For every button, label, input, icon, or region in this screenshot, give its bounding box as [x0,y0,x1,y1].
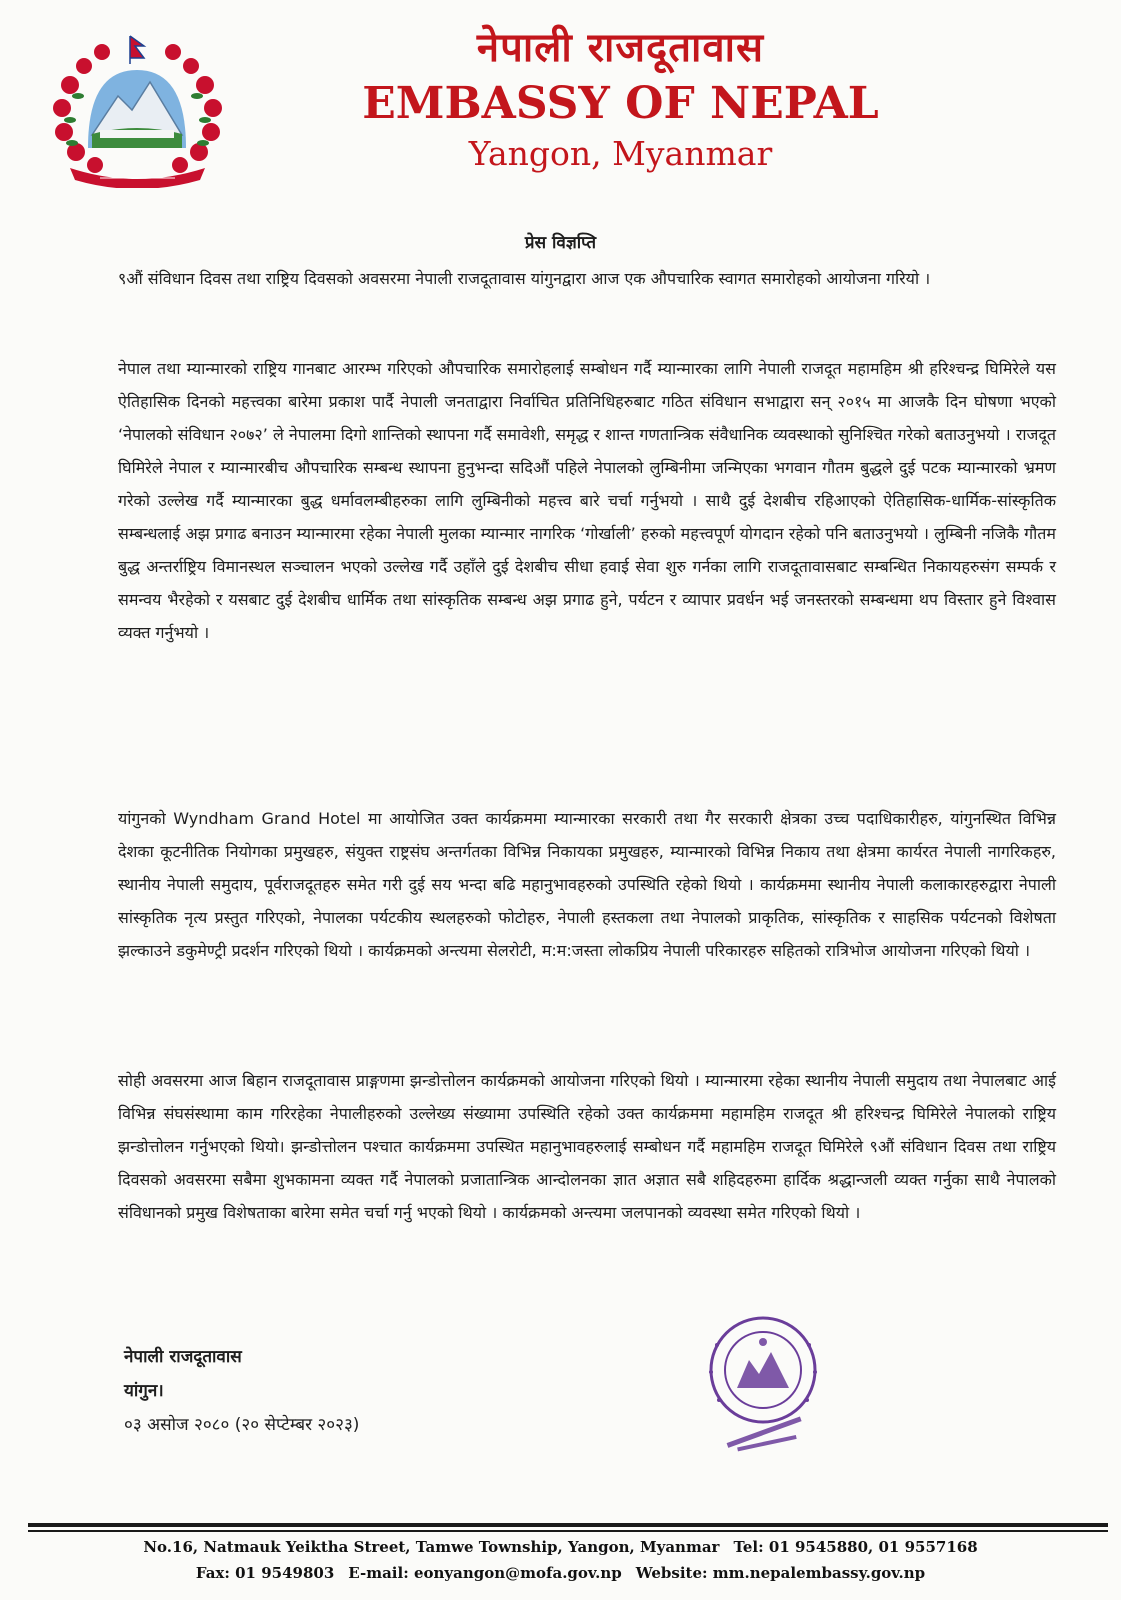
footer-fax: Fax: 01 9549803 [195,1564,335,1582]
footer-email[interactable]: E-mail: eonyangon@mofa.gov.np [348,1564,622,1582]
paragraph-reception: यांगुनको Wyndham Grand Hotel मा आयोजित उक्त कार्यक्रममा म्यान्मारका सरकारी तथा गैर सरकारी क्षेत्रका उच्च पदाधिकारीहरु, यांगुनस्थित विभिन्न देशका कूटनीतिक नियोगका प्रमुखहरु, संयुक्त राष्ट्रसंघ अन्तर्गतका विभिन्न निकायका प्रमुखहरु, म्यान्मारको विभिन्न निकाय तथा क्षेत्रमा कार्यरत नेपाली नागरिकहरु, स्थानीय नेपाली समुदाय, पूर्वराजदूतहरु समेत गरी दुई सय भन्दा बढि महानुभावहरुको उपस्थिति रहेको थियो । कार्यक्रममा स्थानीय नेपाली कलाकारहरुद्वारा नेपाली सांस्कृतिक नृत्य प्रस्तुत गरिएको, नेपालका पर्यटकीय स्थलहरुको फोटोहरु, नेपाली हस्तकला तथा नेपालको प्राकृतिक, सांस्कृतिक र साहसिक पर्यटनको विशेषता झल्काउने डकुमेण्ट्री प्रदर्शन गरिएको थियो । कार्यक्रमको अन्त्यमा सेलरोटी, म:म:जस्ता लोकप्रिय नेपाली परिकारहरु सहितको रात्रिभोज आयोजना गरिएको थियो । [118,809,1056,960]
footer-divider [28,1523,1108,1527]
document-title: प्रेस विज्ञप्ति [524,233,597,253]
embassy-name-nepali: नेपाली राजदूतावास [476,25,765,71]
embassy-seal-icon [697,1310,829,1460]
footer-address: No.16, Natmauk Yeiktha Street, Tamwe Township, Yangon, Myanmar [143,1538,720,1556]
footer-line-2 [0,1564,1121,1582]
paragraph-intro: ९औं संविधान दिवस तथा राष्ट्रिय दिवसको अवसरमा नेपाली राजदूतावास यांगुनद्वारा आज एक औपचारिक स्वागत समारोहको आयोजना गरियो । [118,269,931,288]
footer-divider-thin [28,1530,1108,1532]
signature-date: ०३ असोज २०८० (२० सेप्टेम्बर २०२३) [124,1415,360,1435]
paragraph-address: नेपाल तथा म्यान्मारको राष्ट्रिय गानबाट आरम्भ गरिएको औपचारिक समारोहलाई सम्बोधन गर्दै म्यान्मारका लागि नेपाली राजदूत महामहिम श्री हरिश्चन्द्र घिमिरेले यस ऐतिहासिक दिनको महत्त्वका बारेमा प्रकाश पार्दै नेपाली जनताद्वारा निर्वाचित प्रतिनिधिहरुबाट गठित संविधान सभाद्वारा सन् २०१५ मा आजकै दिन घोषणा भएको ‘नेपालको संविधान २०७२’ ले नेपालमा दिगो शान्तिको स्थापना गर्दै समावेशी, समृद्ध र शान्त गणतान्त्रिक संवैधानिक व्यवस्थाको सुनिश्चित गरेको बताउनुभयो । राजदूत घिमिरेले नेपाल र म्यान्मारबीच औपचारिक सम्बन्ध स्थापना हुनुभन्दा सदिऔं पहिले नेपालको लुम्बिनीमा जन्मिएका भगवान गौतम बुद्धले दुई पटक म्यान्मारको भ्रमण गरेको उल्लेख गर्दै म्यान्मारका बुद्ध धर्मावलम्बीहरुका लागि लुम्बिनीको महत्त्व बारे चर्चा गर्नुभयो । साथै दुई देशबीच रहिआएको ऐतिहासिक-धार्मिक-सांस्कृतिक सम्बन्धलाई अझ प्रगाढ बनाउन म्यान्मारमा रहेका नेपाली मुलका म्यान्मार नागरिक ‘गोर्खाली’ हरुको महत्त्वपूर्ण योगदान रहेको पनि बताउनुभयो । लुम्बिनी नजिकै गौतम बुद्ध अन्तर्राष्ट्रिय विमानस्थल सञ्चालन भएको उल्लेख गर्दै उहाँले दुई देशबीच सीधा हवाई सेवा शुरु गर्नका लागि राजदूतावासबाट सम्बन्धित निकायहरुसंग सम्पर्क र समन्वय भैरहेको र यसबाट दुई देशबीच धार्मिक तथा सांस्कृतिक सम्बन्ध अझ प्रगाढ हुने, पर्यटन र व्यापार प्रवर्धन भई जनस्तरको सम्बन्धमा थप विस्तार हुने विश्वास व्यक्त गर्नुभयो । [118,359,1056,642]
signature-city: यांगुन। [124,1381,164,1401]
footer-tel: Tel: 01 9545880, 01 9557168 [733,1538,978,1556]
signature-block [124,1340,359,1442]
footer-website[interactable]: Website: mm.nepalembassy.gov.np [635,1564,926,1582]
embassy-city: Yangon, Myanmar [468,134,773,173]
footer-line-1 [0,1538,1121,1556]
signature-org: नेपाली राजदूतावास [124,1347,242,1367]
paragraph-flag-hoisting: सोही अवसरमा आज बिहान राजदूतावास प्राङ्गणमा झन्डोत्तोलन कार्यक्रमको आयोजना गरिएको थियो । म्यान्मारमा रहेका स्थानीय नेपाली समुदाय तथा नेपालबाट आई विभिन्न संघसंस्थामा काम गरिरहेका नेपालीहरुको उल्लेख्य संख्यामा उपस्थिति रहेको उक्त कार्यक्रममा महामहिम राजदूत श्री हरिश्चन्द्र घिमिरेले नेपालको राष्ट्रिय झन्डोत्तोलन गर्नुभएको थियो। झन्डोत्तोलन पश्चात कार्यक्रममा उपस्थित महानुभावहरुलाई सम्बोधन गर्दै महामहिम राजदूत घिमिरेले ९औं संविधान दिवस तथा राष्ट्रिय दिवसको अवसरमा सबैमा शुभकामना व्यक्त गर्दै नेपालको प्रजातान्त्रिक आन्दोलनका ज्ञात अज्ञात सबै शहिदहरुमा हार्दिक श्रद्धान्जली व्यक्त गर्नुका साथै नेपालको संविधानको प्रमुख विशेषताका बारेमा समेत चर्चा गर्नु भएको थियो । कार्यक्रमको अन्त्यमा जलपानको व्यवस्था समेत गरिएको थियो । [118,1071,1056,1222]
embassy-name-english: EMBASSY OF NEPAL [362,78,879,129]
